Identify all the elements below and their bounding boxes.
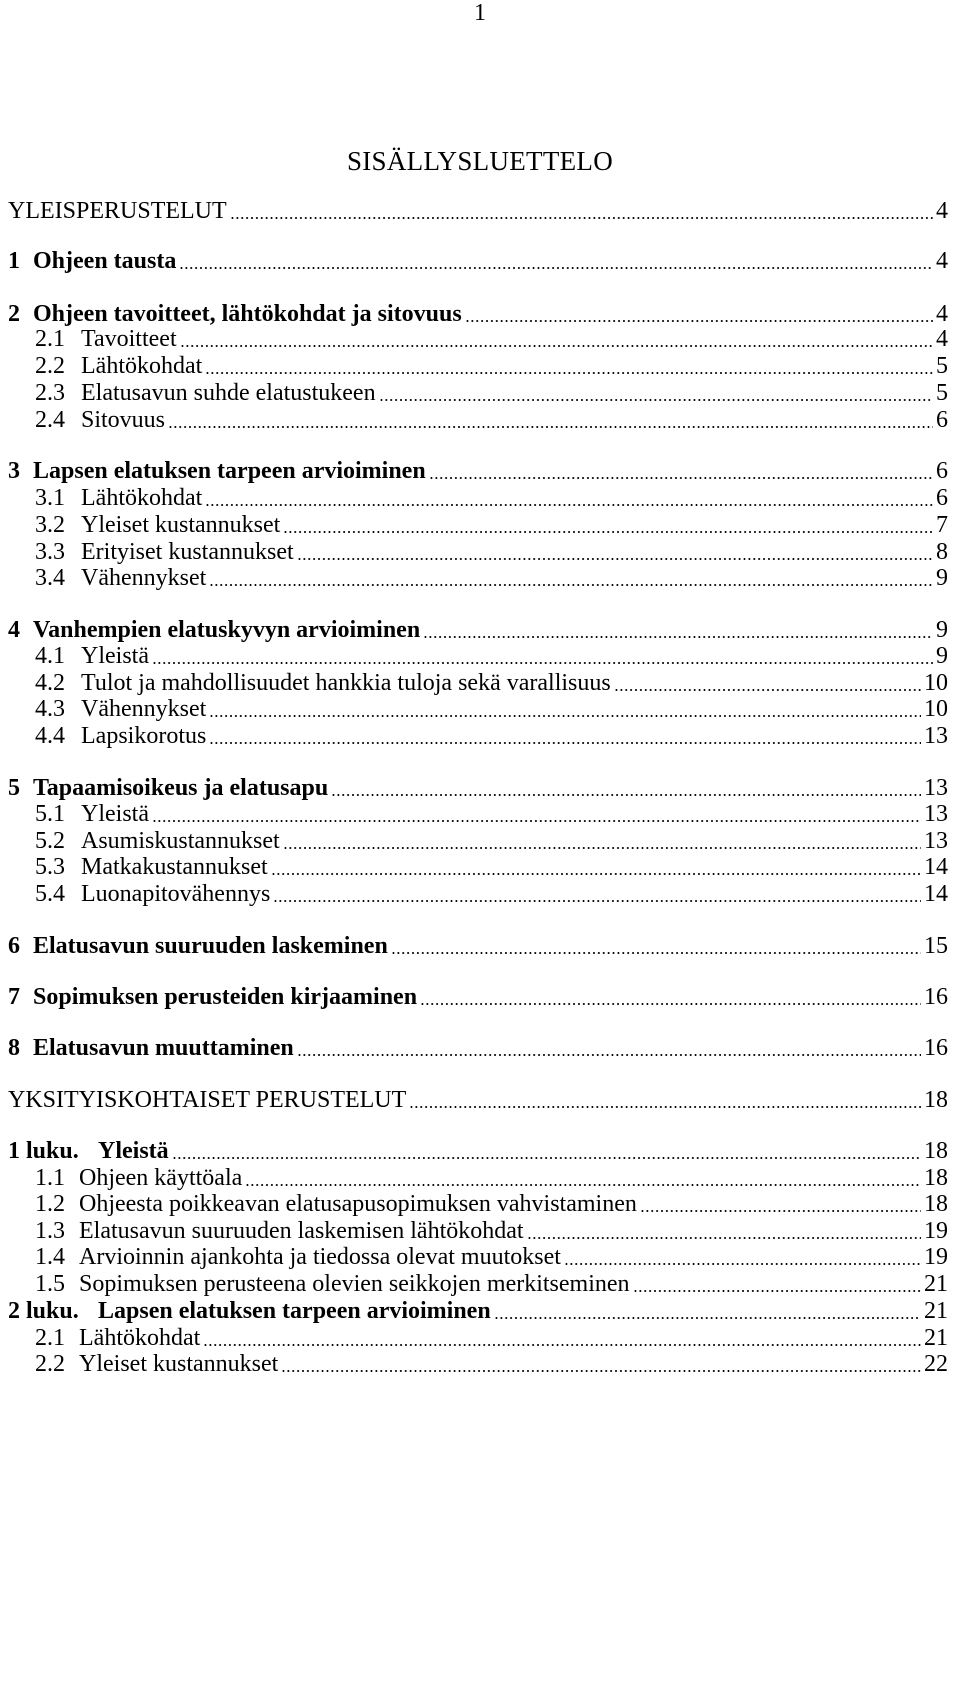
toc-entry-page-number: 22 (924, 1351, 948, 1377)
toc-entry-number: 8 (8, 1035, 20, 1061)
toc-entry-page-number: 6 (936, 458, 948, 484)
toc-entry-label (8, 246, 176, 276)
toc-entry-page-number: 10 (924, 696, 948, 722)
toc-entry-page-number: 21 (924, 1271, 948, 1297)
toc-entry[interactable] (0, 405, 960, 435)
toc-entry[interactable] (0, 378, 960, 408)
toc-entry-text: Sopimuksen perusteena olevien seikkojen merkitseminen (79, 1271, 630, 1297)
toc-dot-leader (379, 399, 933, 401)
toc-entry-page-number: 14 (924, 854, 948, 880)
toc-entry-number: 4.1 (35, 643, 65, 669)
toc-entry-page-number: 5 (936, 380, 948, 406)
toc-entry-text: Elatusavun suuruuden laskeminen (33, 933, 388, 959)
toc-dot-leader (271, 873, 921, 875)
toc-dot-leader (209, 742, 921, 744)
toc-entry-number: 1 luku. (8, 1138, 79, 1164)
toc-dot-leader (331, 794, 921, 796)
toc-entry-page-number: 13 (924, 801, 948, 827)
toc-entry-text: Arvioinnin ajankohta ja tiedossa olevat muutokset (79, 1244, 561, 1270)
toc-entry-page-number: 18 (924, 1138, 948, 1164)
toc-entry-label (35, 852, 268, 882)
toc-entry-label (8, 931, 388, 961)
toc-entry-page-number: 18 (924, 1191, 948, 1217)
page-number: 1 (474, 0, 486, 26)
toc-entry-label (35, 1189, 637, 1219)
toc-entry-label (8, 456, 426, 486)
toc-entry[interactable] (0, 563, 960, 593)
toc-entry-page-number: 13 (924, 775, 948, 801)
toc-entry-text: Sopimuksen perusteiden kirjaaminen (33, 984, 418, 1010)
toc-entry-page-number: 14 (924, 881, 948, 907)
toc-dot-leader (168, 426, 933, 428)
toc-entry-number: 2 luku. (8, 1298, 79, 1324)
toc-entry[interactable] (0, 246, 960, 276)
toc-dot-leader (179, 267, 933, 269)
toc-entry-page-number: 7 (936, 512, 948, 538)
toc-entry-page-number: 9 (936, 565, 948, 591)
toc-entry[interactable] (0, 1033, 960, 1063)
toc-entry-number: 4.3 (35, 696, 65, 722)
toc-entry-page-number: 9 (936, 617, 948, 643)
toc-entry-text: Lapsen elatuksen tarpeen arvioiminen (98, 1298, 491, 1324)
toc-entry-number: 5.4 (35, 881, 65, 907)
toc-entry-page-number: 16 (924, 1035, 948, 1061)
toc-entry-label (35, 1242, 561, 1272)
toc-dot-leader (205, 372, 933, 374)
toc-entry-number: 1.1 (35, 1165, 65, 1191)
toc-entry-page-number: 19 (924, 1218, 948, 1244)
toc-entry[interactable] (0, 196, 960, 226)
toc-entry-number: 1.5 (35, 1271, 65, 1297)
toc-entry-page-number: 18 (924, 1165, 948, 1191)
toc-entry[interactable] (0, 351, 960, 381)
toc-entry-label (35, 1349, 278, 1379)
toc-entry-label (35, 378, 376, 408)
toc-entry-text: Lähtökohdat (81, 353, 203, 379)
toc-dot-leader (420, 1003, 921, 1005)
toc-entry-text: Ohjeesta poikkeavan elatusapusopimuksen vahvistaminen (79, 1191, 637, 1217)
toc-dot-leader (564, 1263, 921, 1265)
toc-entry-text: Yleistä (81, 643, 149, 669)
toc-entry-text: Tulot ja mahdollisuudet hankkia tuloja sekä varallisuus (81, 670, 611, 696)
toc-entry-label (35, 799, 149, 829)
toc-entry-page-number: 4 (936, 248, 948, 274)
toc-entry-page-number: 8 (936, 539, 948, 565)
toc-entry-text: Vähennykset (81, 565, 207, 591)
toc-entry[interactable] (0, 931, 960, 961)
toc-entry-text: Tapaamisoikeus ja elatusapu (33, 775, 329, 801)
toc-dot-leader (527, 1237, 921, 1239)
toc-entry-label (8, 1296, 491, 1326)
toc-dot-leader (152, 820, 921, 822)
toc-entry[interactable] (0, 1136, 960, 1166)
toc-entry-label (35, 879, 270, 909)
toc-dot-leader (203, 1344, 921, 1346)
toc-entry[interactable] (0, 483, 960, 513)
toc-dot-leader (494, 1317, 921, 1319)
toc-entry-text: Tavoitteet (81, 326, 177, 352)
toc-entry[interactable] (0, 641, 960, 671)
page-title: SISÄLLYSLUETTELO (346, 146, 614, 176)
toc-dot-leader (633, 1290, 921, 1292)
toc-entry-page-number: 15 (924, 933, 948, 959)
toc-entry-text: Ohjeen tavoitteet, lähtökohdat ja sitovuus (33, 301, 462, 327)
toc-entry-number: 4.4 (35, 723, 65, 749)
toc-dot-leader (180, 345, 933, 347)
toc-entry-page-number: 13 (924, 828, 948, 854)
toc-entry-label (35, 510, 280, 540)
toc-entry[interactable] (0, 510, 960, 540)
toc-entry-page-number: 19 (924, 1244, 948, 1270)
toc-entry-text: YKSITYISKOHTAISET PERUSTELUT (8, 1087, 407, 1113)
toc-entry-page-number: 10 (924, 670, 948, 696)
toc-entry-label (35, 694, 206, 724)
toc-entry-number: 1 (8, 248, 20, 274)
toc-entry-page-number: 4 (936, 326, 948, 352)
toc-entry-label (8, 1085, 406, 1115)
toc-entry-page-number: 21 (924, 1298, 948, 1324)
toc-entry-text: Lähtökohdat (79, 1325, 201, 1351)
toc-entry-label (8, 982, 417, 1012)
toc-entry-text: Vanhempien elatuskyvyn arvioiminen (33, 617, 421, 643)
toc-dot-leader (152, 662, 933, 664)
toc-entry-page-number: 13 (924, 723, 948, 749)
toc-dot-leader (297, 558, 933, 560)
toc-entry[interactable] (0, 694, 960, 724)
toc-dot-leader (230, 217, 933, 219)
toc-dot-leader (614, 689, 921, 691)
toc-entry-number: 2.1 (35, 1325, 65, 1351)
toc-entry-number: 3.4 (35, 565, 65, 591)
toc-dot-leader (273, 900, 921, 902)
toc-entry[interactable] (0, 1189, 960, 1219)
toc-dot-leader (465, 320, 933, 322)
toc-entry[interactable] (0, 982, 960, 1012)
toc-entry-text: Vähennykset (81, 696, 207, 722)
toc-dot-leader (205, 504, 933, 506)
toc-dot-leader (172, 1157, 921, 1159)
toc-dot-leader (281, 1370, 921, 1372)
toc-entry-number: 3.3 (35, 539, 65, 565)
toc-entry-number: 5.1 (35, 801, 65, 827)
toc-entry-number: 1.2 (35, 1191, 65, 1217)
toc-entry-page-number: 21 (924, 1325, 948, 1351)
toc-entry-number: 4.2 (35, 670, 65, 696)
toc-entry-page-number: 6 (936, 407, 948, 433)
toc-entry-text: Yleistä (98, 1138, 169, 1164)
toc-entry-text: Yleiset kustannukset (81, 512, 281, 538)
toc-entry[interactable] (0, 456, 960, 486)
toc-entry-label (8, 196, 227, 226)
toc-entry-text: Luonapitovähennys (81, 881, 271, 907)
toc-entry-label (35, 721, 206, 751)
toc-entry-label (8, 1136, 169, 1166)
toc-entry-number: 3 (8, 458, 20, 484)
toc-entry-label (8, 1033, 294, 1063)
toc-entry-number: 6 (8, 933, 20, 959)
toc-entry-number: 2.2 (35, 353, 65, 379)
toc-entry-label (35, 641, 149, 671)
toc-entry-text: Lapsen elatuksen tarpeen arvioiminen (33, 458, 426, 484)
toc-entry-text: Elatusavun suhde elatustukeen (81, 380, 376, 406)
toc-entry[interactable] (0, 1085, 960, 1115)
toc-entry-page-number: 9 (936, 643, 948, 669)
toc-dot-leader (283, 847, 921, 849)
toc-dot-leader (423, 636, 933, 638)
toc-entry-number: 2.4 (35, 407, 65, 433)
toc-entry-number: 5.3 (35, 854, 65, 880)
toc-entry[interactable] (0, 852, 960, 882)
toc-entry[interactable] (0, 799, 960, 829)
toc-entry-page-number: 5 (936, 353, 948, 379)
toc-entry-label (35, 483, 202, 513)
toc-entry-text: Erityiset kustannukset (81, 539, 294, 565)
toc-entry-text: Matkakustannukset (81, 854, 268, 880)
toc-entry-text: Ohjeen tausta (33, 248, 177, 274)
toc-entry-text: Yleistä (81, 801, 149, 827)
toc-entry[interactable] (0, 324, 960, 354)
toc-entry[interactable] (0, 879, 960, 909)
toc-dot-leader (245, 1184, 921, 1186)
toc-entry-text: Elatusavun suuruuden laskemisen lähtökohdat (79, 1218, 524, 1244)
toc-entry-text: Yleiset kustannukset (79, 1351, 279, 1377)
toc-entry[interactable] (0, 1296, 960, 1326)
toc-entry[interactable] (0, 1242, 960, 1272)
toc-dot-leader (429, 477, 933, 479)
toc-dot-leader (409, 1106, 921, 1108)
toc-entry-number: 1.4 (35, 1244, 65, 1270)
toc-entry-text: Elatusavun muuttaminen (33, 1035, 294, 1061)
toc-dot-leader (640, 1210, 921, 1212)
toc-dot-leader (283, 531, 933, 533)
toc-entry-label (35, 324, 177, 354)
toc-dot-leader (209, 584, 933, 586)
toc-entry-page-number: 18 (924, 1087, 948, 1113)
toc-entry-label (35, 351, 202, 381)
toc-dot-leader (297, 1054, 921, 1056)
toc-entry-text: Lapsikorotus (81, 723, 207, 749)
toc-entry-number: 5.2 (35, 828, 65, 854)
toc-entry-number: 7 (8, 984, 20, 1010)
toc-entry-label (35, 563, 206, 593)
toc-entry-page-number: 16 (924, 984, 948, 1010)
toc-entry-text: Asumiskustannukset (81, 828, 280, 854)
toc-entry-number: 2 (8, 301, 20, 327)
toc-entry-text: Ohjeen käyttöala (79, 1165, 243, 1191)
toc-entry-number: 3.2 (35, 512, 65, 538)
toc-dot-leader (209, 715, 921, 717)
toc-entry-number: 2.3 (35, 380, 65, 406)
toc-entry-page-number: 6 (936, 485, 948, 511)
toc-entry-number: 3.1 (35, 485, 65, 511)
toc-entry[interactable] (0, 1349, 960, 1379)
toc-entry-page-number: 4 (936, 198, 948, 224)
toc-entry[interactable] (0, 721, 960, 751)
toc-dot-leader (391, 952, 921, 954)
toc-entry-number: 2.1 (35, 326, 65, 352)
toc-entry-label (35, 405, 165, 435)
toc-entry-number: 5 (8, 775, 20, 801)
toc-entry-label (35, 1269, 630, 1299)
toc-entry-text: YLEISPERUSTELUT (8, 198, 227, 224)
toc-entry[interactable] (0, 1269, 960, 1299)
toc-entry-text: Lähtökohdat (81, 485, 203, 511)
toc-entry-page-number: 4 (936, 301, 948, 327)
toc-entry-number: 4 (8, 617, 20, 643)
toc-entry-number: 2.2 (35, 1351, 65, 1377)
toc-entry-text: Sitovuus (81, 407, 166, 433)
toc-entry-number: 1.3 (35, 1218, 65, 1244)
